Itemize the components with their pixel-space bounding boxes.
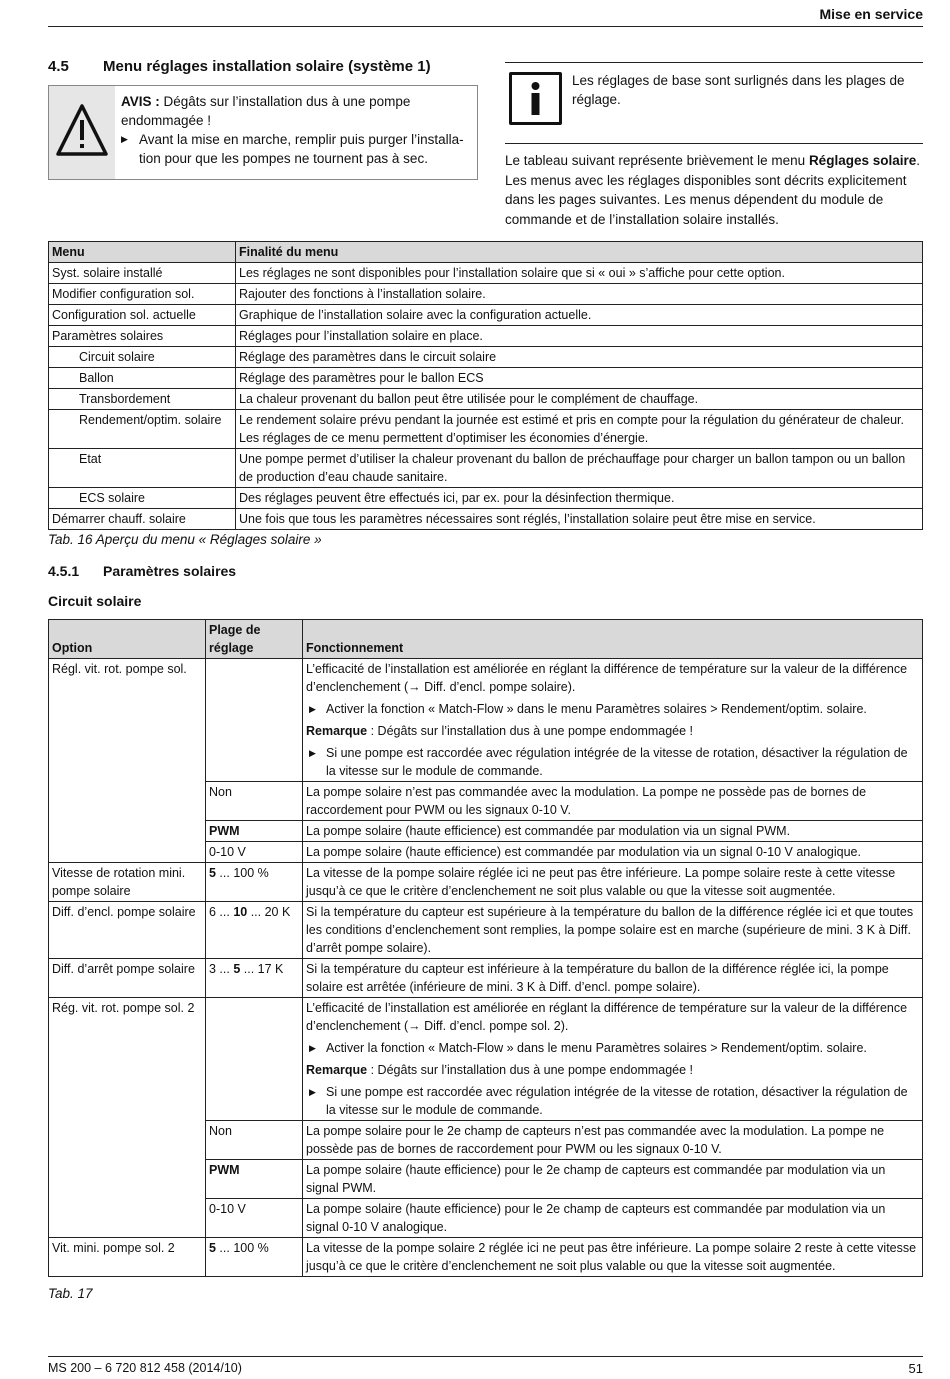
table-row xyxy=(49,410,923,449)
range-cell: 0-10 V xyxy=(206,1199,303,1238)
option-cell: Régl. vit. rot. pompe sol. xyxy=(49,659,206,863)
table-row xyxy=(49,368,923,389)
warning-text xyxy=(121,92,471,168)
table-row xyxy=(49,902,923,959)
menu-overview-table xyxy=(48,241,923,530)
subsubsection-title: Circuit solaire xyxy=(48,593,142,609)
submenu-cell: Circuit solaire xyxy=(49,347,236,368)
function-cell xyxy=(303,659,923,782)
function-cell: La pompe solaire (haute efficience) pour le 2e champ de capteurs est commandée par modulation via un signal PWM. xyxy=(303,1160,923,1199)
subsection-title xyxy=(48,563,236,579)
column-header: Finalité du menu xyxy=(236,242,923,263)
table-row xyxy=(49,998,923,1121)
submenu-cell: Rendement/optim. solaire xyxy=(49,410,236,449)
table16-caption: Tab. 16 Aperçu du menu « Réglages solaire » xyxy=(48,532,322,547)
purpose-cell: Rajouter des fonctions à l’installation solaire. xyxy=(236,284,923,305)
table-row xyxy=(49,488,923,509)
table-row xyxy=(49,326,923,347)
remark-label: Remarque xyxy=(306,724,368,738)
submenu-cell: Etat xyxy=(49,449,236,488)
section-title-text: Menu réglages installation solaire (système 1) xyxy=(103,58,431,75)
function-text: L’efficacité de l’installation est améliorée en réglant la différence de température sur la valeur de la différence d’enclenchement (→ Diff. d’encl. pompe solaire). xyxy=(306,662,908,694)
remark xyxy=(306,722,919,740)
header-title: Mise en service xyxy=(819,6,923,22)
table-row xyxy=(49,959,923,998)
range-cell: 0-10 V xyxy=(206,842,303,863)
function-cell: La pompe solaire n’est pas commandée avec la modulation. La pompe ne possède pas de bornes de raccordement pour PWM ou les signaux 0-10 V. xyxy=(303,782,923,821)
table-header-row xyxy=(49,620,923,659)
range-cell xyxy=(206,998,303,1121)
purpose-cell: Une fois que tous les paramètres nécessaires sont réglés, l’installation solaire peut être mise en service. xyxy=(236,509,923,530)
solar-circuit-table xyxy=(48,619,923,1277)
function-cell: La pompe solaire (haute efficience) est commandée par modulation via un signal PWM. xyxy=(303,821,923,842)
footer-doc-id: MS 200 – 6 720 812 458 (2014/10) xyxy=(48,1361,242,1375)
purpose-cell: Des réglages peuvent être effectués ici, par ex. pour la désinfection thermique. xyxy=(236,488,923,509)
remark-text: : Dégâts sur l’installation dus à une pompe endommagée ! xyxy=(367,724,694,738)
table-row xyxy=(49,305,923,326)
table-header-row xyxy=(49,242,923,263)
range-default: 5 xyxy=(209,866,216,880)
submenu-cell: Ballon xyxy=(49,368,236,389)
purpose-cell: Réglage des paramètres dans le circuit solaire xyxy=(236,347,923,368)
table-row xyxy=(49,1238,923,1277)
function-cell: Si la température du capteur est inférieure à la température du ballon de la différence réglée ici, la pompe solaire est arrêtée (inférieure de mini. 3 K à Diff. d’encl. pompe solaire). xyxy=(303,959,923,998)
remark xyxy=(306,1061,919,1079)
range-cell: Non xyxy=(206,1121,303,1160)
menu-cell: Modifier configuration sol. xyxy=(49,284,236,305)
range-cell xyxy=(206,863,303,902)
range-cell: Non xyxy=(206,782,303,821)
menu-cell: Démarrer chauff. solaire xyxy=(49,509,236,530)
column-header: Option xyxy=(49,620,206,659)
table-row xyxy=(49,449,923,488)
range-rest: ... 100 % xyxy=(215,866,269,880)
remark-text: : Dégâts sur l’installation dus à une pompe endommagée ! xyxy=(367,1063,694,1077)
info-text: Les réglages de base sont surlignés dans les plages de réglage. xyxy=(572,73,905,107)
purpose-cell: Le rendement solaire prévu pendant la journée est estimé et pris en compte pour la régulation du générateur de chaleur. Les réglages de ce menu permettent d’optimiser les économies d’énergie. xyxy=(236,410,923,449)
column-header: Fonctionnement xyxy=(303,620,923,659)
range-post: ... 17 K xyxy=(240,962,284,976)
function-cell: La pompe solaire (haute efficience) pour le 2e champ de capteurs est commandée par modulation via un signal 0-10 V analogique. xyxy=(303,1199,923,1238)
purpose-cell: Réglage des paramètres pour le ballon ECS xyxy=(236,368,923,389)
range-cell: PWM xyxy=(206,1160,303,1199)
option-cell: Vitesse de rotation mini. pompe solaire xyxy=(49,863,206,902)
section-number: 4.5 xyxy=(48,58,69,75)
purpose-cell: Graphique de l’installation solaire avec la configuration actuelle. xyxy=(236,305,923,326)
intro-post: . Les menus avec les réglages disponibles sont décrits explicitement dans les pages suivantes. Les menus dépendent du module de commande et de l’installation solaire installés. xyxy=(505,153,921,227)
warning-label: AVIS : xyxy=(121,94,160,109)
function-text: L’efficacité de l’installation est améliorée en réglant la différence de température sur la valeur de la différence d’enclenchement (→ Diff. d’encl. pompe sol. 2). xyxy=(306,1001,908,1033)
purpose-cell: La chaleur provenant du ballon peut être utilisée pour le complément de chauffage. xyxy=(236,389,923,410)
function-cell: La pompe solaire (haute efficience) est commandée par modulation via un signal 0-10 V analogique. xyxy=(303,842,923,863)
info-box xyxy=(505,62,923,144)
column-header: Menu xyxy=(49,242,236,263)
purpose-cell: Réglages pour l’installation solaire en place. xyxy=(236,326,923,347)
table-row xyxy=(49,263,923,284)
warning-box xyxy=(48,85,478,180)
section-title xyxy=(48,58,431,75)
table-row xyxy=(49,389,923,410)
submenu-cell: ECS solaire xyxy=(49,488,236,509)
warning-triangle-icon xyxy=(49,86,115,179)
page-header xyxy=(48,4,923,27)
warning-message: Dégâts sur l’installation dus à une pompe endommagée ! xyxy=(121,94,411,128)
page-number: 51 xyxy=(908,1361,923,1376)
function-cell: La pompe solaire pour le 2e champ de capteurs n’est pas commandée avec la modulation. La pompe ne possède pas de bornes de raccordement pour PWM ou les signaux 0-10 V. xyxy=(303,1121,923,1160)
intro-paragraph xyxy=(505,151,923,229)
range-rest: ... 100 % xyxy=(215,1241,269,1255)
warning-bullet: ▶ Avant la mise en marche, remplir puis purger l’installation pour que les pompes ne tournent pas à sec. xyxy=(121,130,471,168)
option-cell: Diff. d’encl. pompe solaire xyxy=(49,902,206,959)
column-header: Plage de réglage xyxy=(206,620,303,659)
range-cell xyxy=(206,902,303,959)
option-cell: Diff. d’arrêt pompe solaire xyxy=(49,959,206,998)
intro-pre: Le tableau suivant représente brièvement le menu xyxy=(505,153,809,168)
submenu-cell: Transbordement xyxy=(49,389,236,410)
intro-bold: Réglages solaire xyxy=(808,153,917,168)
range-pre: 6 ... xyxy=(209,905,234,919)
action-step: ▶ Si une pompe est raccordée avec régulation intégrée de la vitesse de rotation, désactiver la régulation de la vitesse sur le module de commande. xyxy=(306,1083,919,1119)
table-row xyxy=(49,659,923,782)
range-default: 10 xyxy=(233,905,248,919)
purpose-cell: Les réglages ne sont disponibles pour l’installation solaire que si « oui » s’affiche pour cette option. xyxy=(236,263,923,284)
action-step: ▶ Activer la fonction « Match-Flow » dans le menu Paramètres solaires > Rendement/optim. solaire. xyxy=(306,1039,919,1057)
footer-rule xyxy=(48,1356,923,1357)
range-cell xyxy=(206,959,303,998)
menu-cell: Syst. solaire installé xyxy=(49,263,236,284)
table-row xyxy=(49,509,923,530)
function-cell xyxy=(303,998,923,1121)
option-cell: Rég. vit. rot. pompe sol. 2 xyxy=(49,998,206,1238)
action-step: ▶ Si une pompe est raccordée avec régulation intégrée de la vitesse de rotation, désactiver la régulation de la vitesse sur le module de commande. xyxy=(306,744,919,780)
function-cell: La vitesse de la pompe solaire réglée ici ne peut pas être inférieure. La pompe solaire reste à cette vitesse jusqu’à ce que le critère d’enclenchement ne soit plus valable ou que la vitesse soit augmentée. xyxy=(303,863,923,902)
range-cell xyxy=(206,659,303,782)
menu-cell: Paramètres solaires xyxy=(49,326,236,347)
purpose-cell: Une pompe permet d’utiliser la chaleur provenant du ballon de préchauffage pour charger un ballon tampon ou un ballon de production d’eau chaude sanitaire. xyxy=(236,449,923,488)
function-cell: Si la température du capteur est supérieure à la température du ballon de la différence réglée ici et que toutes les conditions d’enclenchement sont remplies, la pompe solaire est en marche (supérieure de mini. 3 K à Diff. d’arrêt pompe solaire). xyxy=(303,902,923,959)
range-pre: 3 ... xyxy=(209,962,234,976)
table-row xyxy=(49,347,923,368)
remark-label: Remarque xyxy=(306,1063,368,1077)
info-icon xyxy=(509,72,562,125)
function-cell: La vitesse de la pompe solaire 2 réglée ici ne peut pas être inférieure. La pompe solaire 2 reste à cette vitesse jusqu’à ce que le critère d’enclenchement ne soit plus valable ou que la vitesse soit augmentée. xyxy=(303,1238,923,1277)
option-cell: Vit. mini. pompe sol. 2 xyxy=(49,1238,206,1277)
table-row xyxy=(49,863,923,902)
action-step: ▶ Activer la fonction « Match-Flow » dans le menu Paramètres solaires > Rendement/optim. solaire. xyxy=(306,700,919,718)
subsection-number: 4.5.1 xyxy=(48,563,80,579)
table-row xyxy=(49,284,923,305)
range-default: 5 xyxy=(233,962,241,976)
subsection-title-text: Paramètres solaires xyxy=(103,563,237,579)
range-cell xyxy=(206,1238,303,1277)
menu-cell: Configuration sol. actuelle xyxy=(49,305,236,326)
range-cell: PWM xyxy=(206,821,303,842)
range-post: ... 20 K xyxy=(247,905,291,919)
table17-caption: Tab. 17 xyxy=(48,1286,93,1301)
range-default: 5 xyxy=(209,1241,216,1255)
